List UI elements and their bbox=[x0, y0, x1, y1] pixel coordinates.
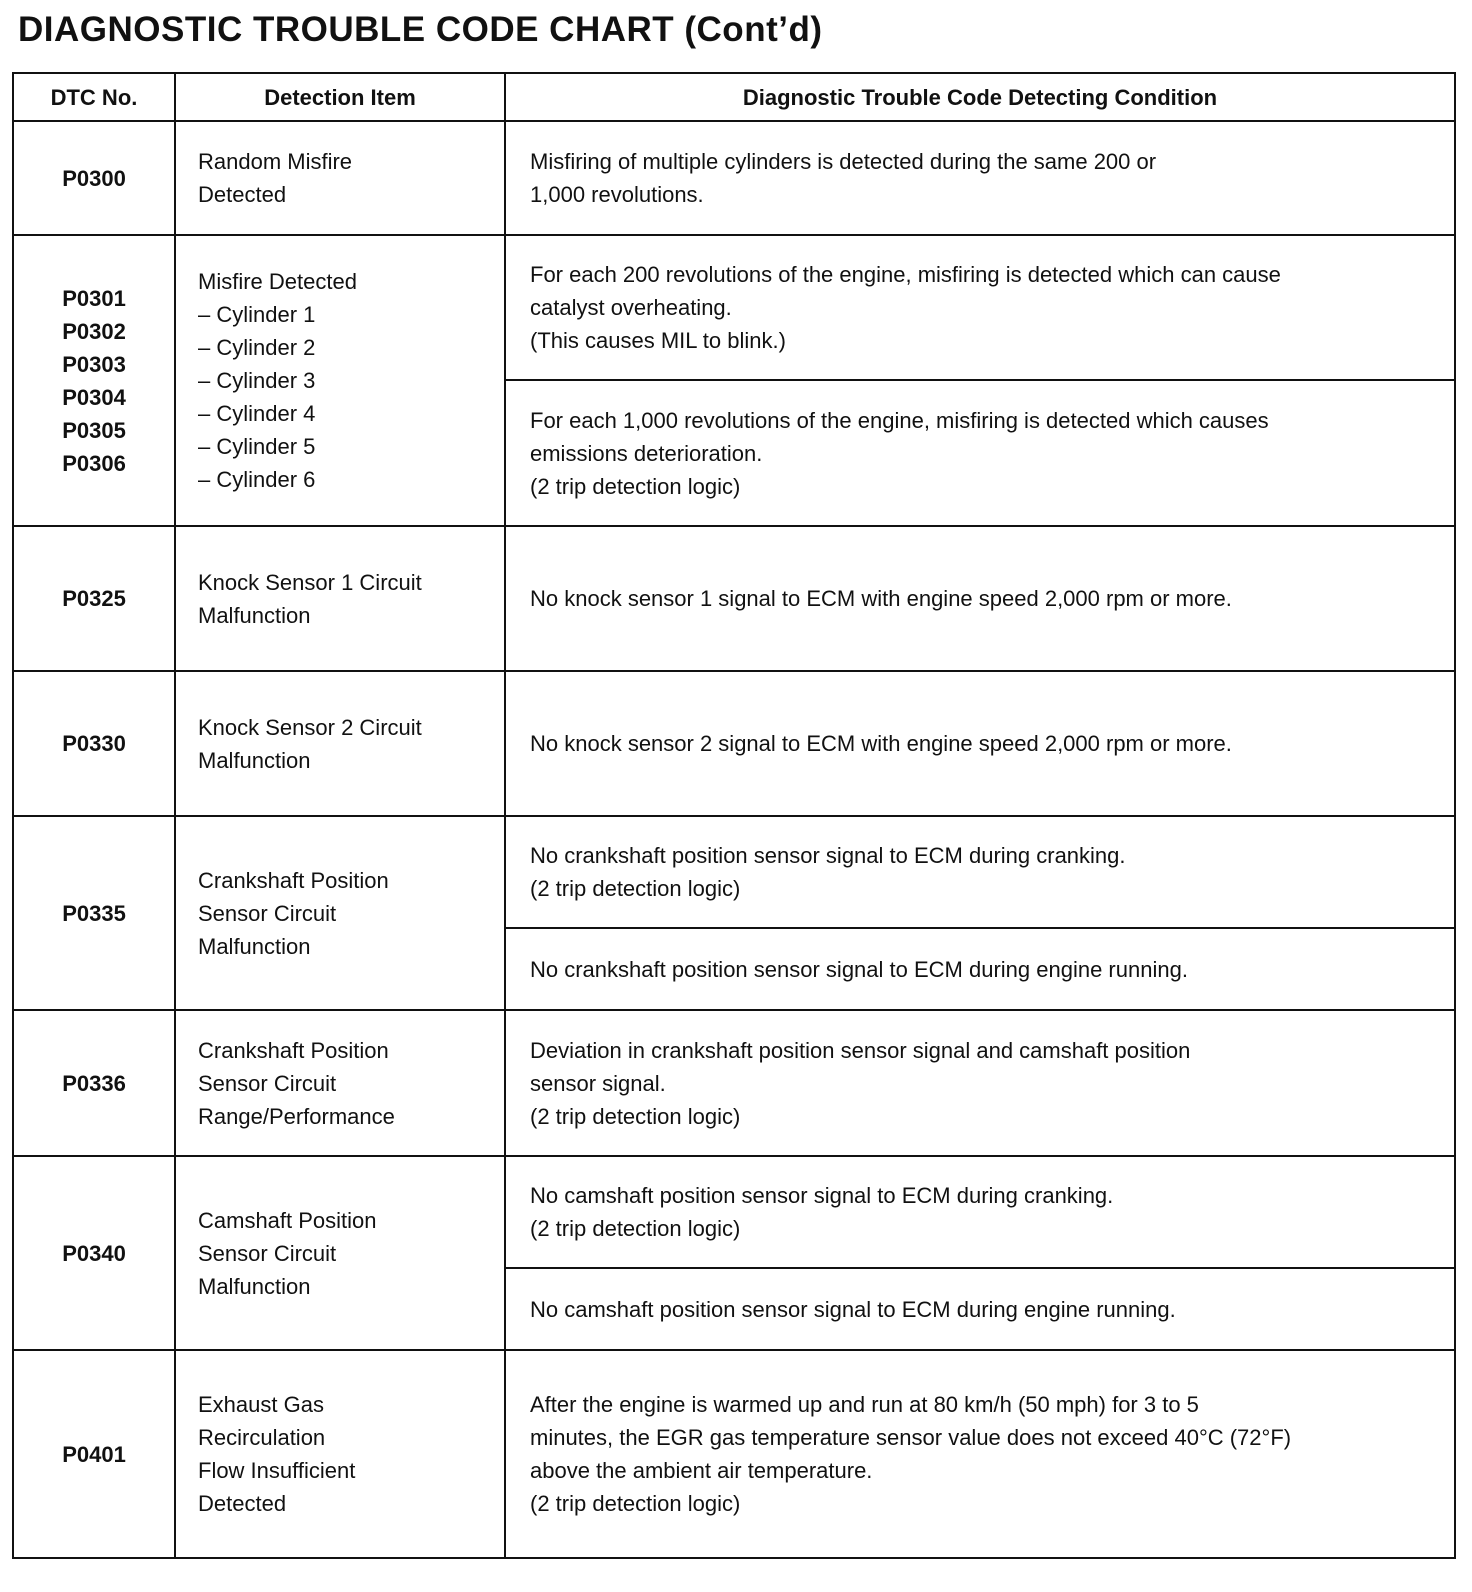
table-row bbox=[13, 235, 1455, 380]
table-row bbox=[13, 526, 1455, 671]
detection-item-cell bbox=[175, 1156, 505, 1350]
detection-item-line: Malfunction bbox=[198, 933, 311, 959]
dtc-code: P0340 bbox=[62, 1240, 126, 1266]
dtc-code: P0304 bbox=[62, 384, 126, 410]
dtc-code: P0306 bbox=[62, 450, 126, 476]
condition-line: For each 1,000 revolutions of the engine, misfiring is detected which causes bbox=[530, 407, 1269, 433]
condition-line: minutes, the EGR gas temperature sensor value does not exceed 40°C (72°F) bbox=[530, 1425, 1292, 1450]
detection-item-line: Flow Insufficient bbox=[198, 1458, 356, 1483]
condition-cell bbox=[505, 1010, 1455, 1156]
table-row bbox=[13, 816, 1455, 928]
table-row bbox=[13, 121, 1455, 235]
condition-line: sensor signal. bbox=[530, 1070, 666, 1096]
detection-item-line: – Cylinder 6 bbox=[198, 467, 316, 492]
header-detection-item: Detection Item bbox=[175, 73, 505, 121]
dtc-code: P0325 bbox=[62, 586, 126, 611]
dtc-code: P0303 bbox=[62, 351, 126, 377]
condition-cell bbox=[505, 235, 1455, 380]
detection-item-line: Detected bbox=[198, 1491, 287, 1516]
detection-item-line: Sensor Circuit bbox=[198, 900, 337, 926]
condition-cell bbox=[505, 1350, 1455, 1558]
table-row bbox=[13, 1350, 1455, 1558]
condition-cell bbox=[505, 1268, 1455, 1350]
detection-item-line: Malfunction bbox=[198, 747, 311, 773]
condition-line: catalyst overheating. bbox=[530, 295, 732, 320]
detection-item-line: – Cylinder 2 bbox=[198, 335, 316, 360]
condition-cell bbox=[505, 816, 1455, 928]
condition-cell bbox=[505, 526, 1455, 671]
detection-item-line: Camshaft Position bbox=[198, 1207, 377, 1233]
dtc-code: P0305 bbox=[62, 417, 126, 443]
dtc-code-cell bbox=[13, 526, 175, 671]
detection-item-line: Knock Sensor 1 Circuit bbox=[198, 569, 422, 595]
detection-item-line: Recirculation bbox=[198, 1425, 326, 1450]
condition-cell bbox=[505, 671, 1455, 816]
dtc-code-cell bbox=[13, 1350, 175, 1558]
table-row bbox=[13, 1010, 1455, 1156]
condition-line: Deviation in crankshaft position sensor signal and camshaft position bbox=[530, 1037, 1191, 1063]
condition-line: (2 trip detection logic) bbox=[530, 1491, 741, 1516]
detection-item-line: Malfunction bbox=[198, 1273, 311, 1299]
detection-item-line: – Cylinder 1 bbox=[198, 302, 316, 327]
detection-item-cell bbox=[175, 1010, 505, 1156]
dtc-code: P0330 bbox=[62, 731, 126, 756]
detection-item-line: Crankshaft Position bbox=[198, 867, 389, 893]
condition-line: After the engine is warmed up and run at 80 km/h (50 mph) for 3 to 5 bbox=[530, 1392, 1199, 1417]
detection-item-cell bbox=[175, 671, 505, 816]
condition-line: No crankshaft position sensor signal to ECM during cranking. bbox=[530, 843, 1126, 868]
condition-line: No crankshaft position sensor signal to ECM during engine running. bbox=[530, 956, 1188, 982]
dtc-code-cell bbox=[13, 671, 175, 816]
condition-line: 1,000 revolutions. bbox=[530, 182, 704, 207]
condition-line: (2 trip detection logic) bbox=[530, 1103, 741, 1129]
detection-item-line: – Cylinder 3 bbox=[198, 368, 316, 393]
detection-item-line: Detected bbox=[198, 182, 287, 207]
detection-item-line: Range/Performance bbox=[198, 1103, 395, 1129]
condition-line: (2 trip detection logic) bbox=[530, 473, 741, 499]
dtc-code: P0401 bbox=[62, 1441, 126, 1467]
dtc-code: P0300 bbox=[62, 165, 126, 191]
table-row bbox=[13, 671, 1455, 816]
dtc-table bbox=[12, 72, 1456, 1559]
detection-item-line: Sensor Circuit bbox=[198, 1240, 337, 1266]
condition-line: Misfiring of multiple cylinders is detected during the same 200 or bbox=[530, 149, 1157, 174]
dtc-code-cell bbox=[13, 235, 175, 526]
header-detecting-condition: Diagnostic Trouble Code Detecting Condition bbox=[505, 73, 1455, 121]
dtc-code: P0335 bbox=[62, 900, 126, 926]
condition-line: above the ambient air temperature. bbox=[530, 1458, 873, 1483]
condition-line: (2 trip detection logic) bbox=[530, 1216, 741, 1241]
detection-item-line: – Cylinder 5 bbox=[198, 434, 316, 459]
detection-item-line: Misfire Detected bbox=[198, 269, 357, 294]
condition-line: (This causes MIL to blink.) bbox=[530, 328, 786, 353]
dtc-code: P0336 bbox=[62, 1070, 126, 1096]
dtc-code-cell bbox=[13, 816, 175, 1010]
condition-line: (2 trip detection logic) bbox=[530, 876, 741, 901]
dtc-code: P0301 bbox=[62, 285, 126, 311]
detection-item-line: – Cylinder 4 bbox=[198, 401, 316, 426]
table-header-row bbox=[13, 73, 1455, 121]
dtc-code: P0302 bbox=[62, 318, 126, 344]
detection-item-line: Crankshaft Position bbox=[198, 1037, 389, 1063]
detection-item-cell bbox=[175, 816, 505, 1010]
detection-item-line: Random Misfire bbox=[198, 149, 353, 174]
detection-item-line: Knock Sensor 2 Circuit bbox=[198, 714, 422, 740]
condition-line: No camshaft position sensor signal to ECM during cranking. bbox=[530, 1183, 1114, 1208]
dtc-code-cell bbox=[13, 1010, 175, 1156]
page-title: DIAGNOSTIC TROUBLE CODE CHART (Cont’d) bbox=[18, 10, 823, 49]
header-dtc-no: DTC No. bbox=[13, 73, 175, 121]
detection-item-cell bbox=[175, 1350, 505, 1558]
condition-line: No knock sensor 2 signal to ECM with engine speed 2,000 rpm or more. bbox=[530, 731, 1232, 756]
condition-cell bbox=[505, 1156, 1455, 1268]
detection-item-line: Sensor Circuit bbox=[198, 1070, 337, 1096]
dtc-code-cell bbox=[13, 1156, 175, 1350]
detection-item-cell bbox=[175, 121, 505, 235]
condition-cell bbox=[505, 121, 1455, 235]
condition-line: No camshaft position sensor signal to ECM during engine running. bbox=[530, 1296, 1176, 1322]
detection-item-line: Exhaust Gas bbox=[198, 1392, 324, 1417]
condition-line: No knock sensor 1 signal to ECM with engine speed 2,000 rpm or more. bbox=[530, 586, 1232, 611]
detection-item-line: Malfunction bbox=[198, 602, 311, 628]
detection-item-cell bbox=[175, 526, 505, 671]
condition-line: emissions deterioration. bbox=[530, 440, 763, 466]
dtc-code-cell bbox=[13, 121, 175, 235]
condition-cell bbox=[505, 380, 1455, 526]
detection-item-cell bbox=[175, 235, 505, 526]
condition-cell bbox=[505, 928, 1455, 1010]
table-row bbox=[13, 1156, 1455, 1268]
condition-line: For each 200 revolutions of the engine, misfiring is detected which can cause bbox=[530, 262, 1281, 287]
